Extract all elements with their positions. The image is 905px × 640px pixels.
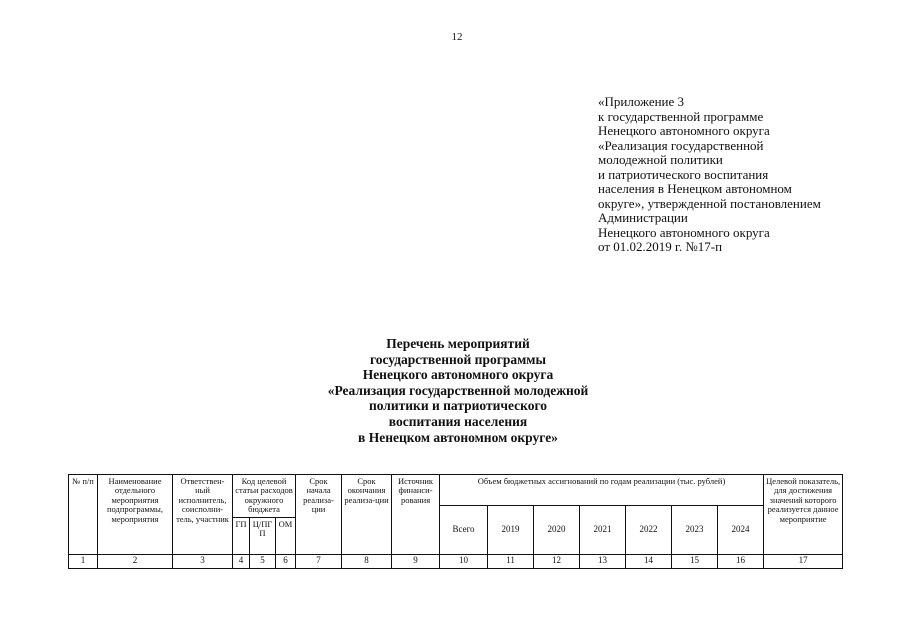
header-source: Источник финанси-рования: [392, 475, 440, 555]
column-number: 11: [488, 554, 534, 568]
appendix-line: к государственной программе: [598, 108, 764, 124]
appendix-line: Ненецкого автономного округа: [598, 123, 770, 138]
activities-table: [68, 474, 843, 569]
column-number: 15: [672, 554, 718, 568]
appendix-line: Ненецкого автономного округа: [598, 224, 770, 240]
column-numbers-row: [69, 554, 843, 568]
column-number: 16: [718, 554, 764, 568]
header-start: Срок начала реализа-ции: [296, 475, 342, 555]
column-number: 1: [69, 554, 98, 568]
appendix-line: молодежной политики: [598, 152, 723, 167]
title-line: политики и патриотического: [368, 398, 548, 414]
header-year: 2023: [672, 506, 718, 555]
title-line: «Реализация государственной молодежной: [327, 382, 589, 398]
table-header-row: [69, 475, 843, 506]
appendix-note: [598, 95, 888, 255]
column-number: 7: [296, 554, 342, 568]
column-number: 4: [233, 554, 250, 568]
header-year-total: Всего: [440, 506, 488, 555]
column-number: 13: [580, 554, 626, 568]
header-year: 2020: [534, 506, 580, 555]
header-year: 2022: [626, 506, 672, 555]
appendix-line: населения в Ненецком автономном: [598, 181, 792, 196]
header-target: Целевой показатель, для достижения значений которого реализуется данное мероприятие: [764, 475, 843, 555]
column-number: 9: [392, 554, 440, 568]
header-responsible: Ответствен-ный исполнитель, соисполни-тель, участник: [173, 475, 233, 555]
column-number: 17: [764, 554, 843, 568]
title-line: в Ненецком автономном округе»: [358, 429, 558, 445]
header-end: Срок окончания реализа-ции: [342, 475, 392, 555]
column-number: 14: [626, 554, 672, 568]
header-budget-code: Код целевой статьи расходов окружного бюджета: [233, 475, 296, 518]
column-number: 8: [342, 554, 392, 568]
column-number: 5: [250, 554, 276, 568]
column-number: 10: [440, 554, 488, 568]
appendix-line: от 01.02.2019 г. №17-п: [598, 239, 723, 254]
header-year: 2019: [488, 506, 534, 555]
column-number: 12: [534, 554, 580, 568]
header-code-om: ОМ: [276, 517, 296, 554]
title-line: Перечень мероприятий: [386, 336, 530, 351]
header-no: № п/п: [69, 475, 98, 555]
header-code-cpgp: Ц/ПГ П: [250, 517, 276, 554]
appendix-line: и патриотического воспитания: [598, 166, 769, 182]
header-code-gp: ГП: [233, 517, 250, 554]
column-number: 6: [276, 554, 296, 568]
header-name: Наименование отдельного мероприятия подпрограммы, мероприятия: [98, 475, 173, 555]
column-number: 2: [98, 554, 173, 568]
page-number: 12: [451, 31, 463, 43]
header-volume: Объем бюджетных ассигнований по годам реализации (тыс. рублей): [440, 475, 764, 506]
title-line: государственной программы: [369, 351, 547, 367]
appendix-line: Администрации: [598, 210, 688, 225]
column-number: 3: [173, 554, 233, 568]
title-line: Ненецкого автономного округа: [362, 367, 554, 383]
appendix-line: «Реализация государственной: [598, 137, 764, 153]
title-line: воспитания населения: [388, 413, 528, 429]
document-title: [300, 336, 616, 445]
appendix-line: округе», утвержденной постановлением: [598, 195, 821, 211]
appendix-line: «Приложение 3: [598, 94, 685, 109]
header-year: 2021: [580, 506, 626, 555]
header-year: 2024: [718, 506, 764, 555]
